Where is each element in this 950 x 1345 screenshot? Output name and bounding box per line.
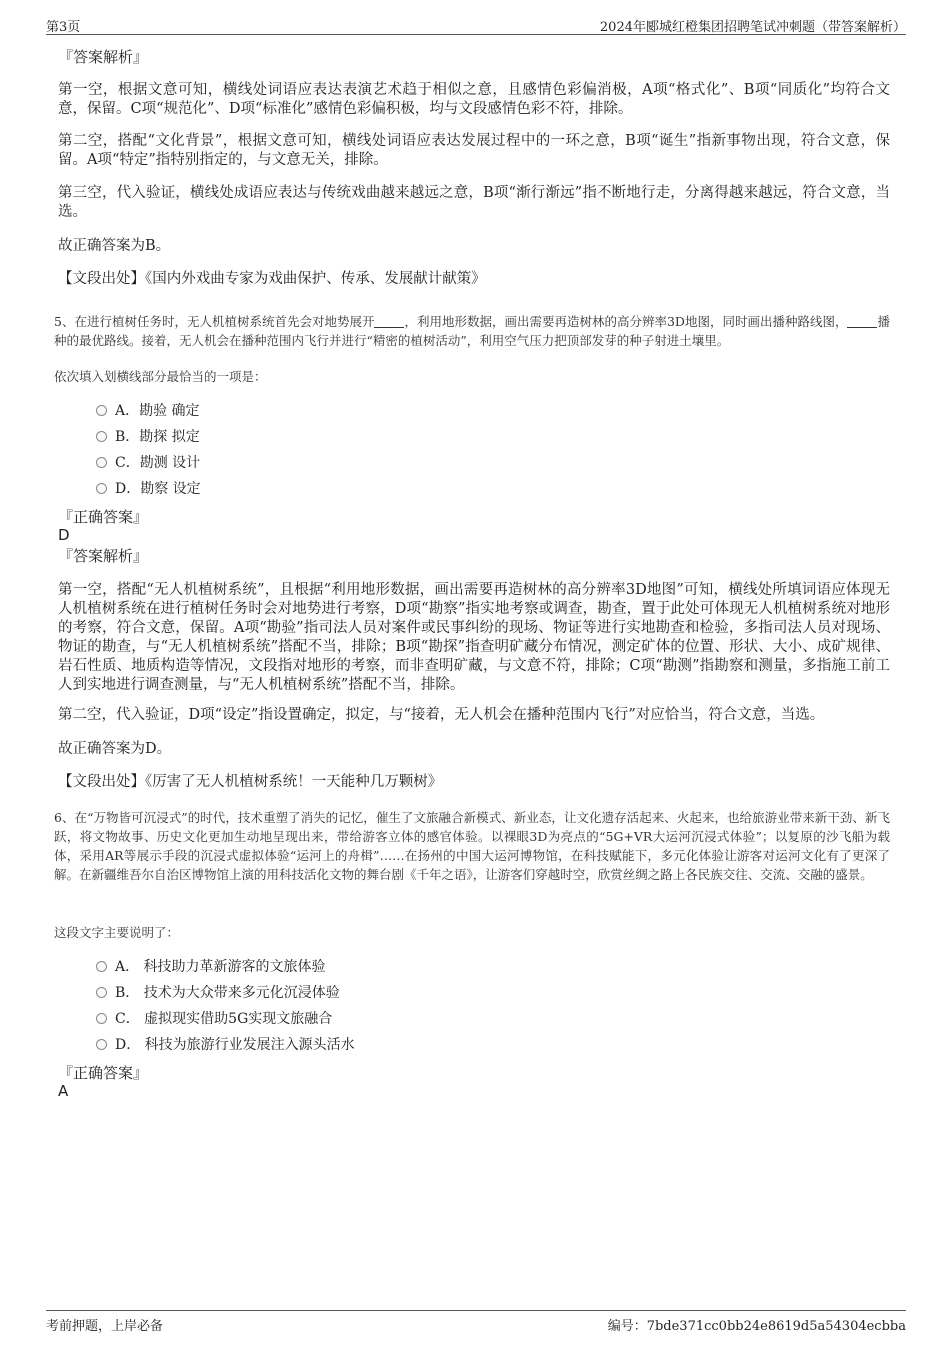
q5-blank-1: [374, 315, 404, 328]
radio-icon[interactable]: [96, 457, 107, 468]
q5-blank-2: [847, 315, 877, 328]
radio-icon[interactable]: [96, 405, 107, 416]
q5-option-c[interactable]: C．勘测 设计: [96, 454, 200, 472]
q6-stem: 6、在“万物皆可沉浸式”的时代，技术重塑了消失的记忆，催生了文旅融合新模式、新业态，让文化遗存活起来、火起来，也给旅游业带来新干劲、新飞跃，将文物故事、历史文化更加生动地呈现出来，带给游客立体的感官体验。以裸眼3D为亮点的“5G+VR大运河沉浸式体验”；以复原的沙飞船为载体，采用AR等展示手段的沉浸式虚拟体验“运河上的舟楫”……在扬州的中国大运河博物馆，在科技赋能下，多元化体验让游客对运河文化有了更深了解。在新疆维吾尔自治区博物馆上演的用科技活化文物的舞台剧《千年之语》，让游客们穿越时空，欣赏丝绸之路上各民族交往、交流、交融的盛景。: [54, 810, 890, 882]
q6-prompt: 这段文字主要说明了：: [54, 925, 180, 940]
document-title: 2024年郾城红橙集团招聘笔试冲刺题（带答案解析）: [599, 20, 906, 35]
q5-source: 【文段出处】《厉害了无人机植树系统！一天能种几万颗树》: [58, 774, 443, 790]
q4-analysis-p2: 第二空，搭配“文化背景”，根据文意可知，横线处词语应表达发展过程中的一环之意，B项“诞生”指新事物出现，符合文意，保留。A项“特定”指特别指定的，与文意无关，排除。: [58, 133, 890, 168]
page-footer: [46, 1310, 906, 1333]
q6-option-c[interactable]: C． 虚拟现实借助5G实现文旅融合: [96, 1010, 332, 1028]
q4-source: 【文段出处】《国内外戏曲专家为戏曲保护、传承、发展献计献策》: [58, 271, 486, 287]
radio-icon[interactable]: [96, 483, 107, 494]
q6-option-d[interactable]: D． 科技为旅游行业发展注入源头活水: [96, 1036, 355, 1054]
radio-icon[interactable]: [96, 1039, 107, 1050]
q5-conclusion: 故正确答案为D。: [58, 741, 172, 757]
q5-stem: 5、在进行植树任务时，无人机植树系统首先会对地势展开 ，利用地形数据，画出需要再造树林的高分辨率3D地图，同时画出播种路线图， 播种的最优路线。接着，无人机会在播种范围内飞行并进行“精密的植树活动”，利用空气压力把顶部发芽的种子射进土壤里。: [54, 314, 890, 348]
q4-analysis-p1: 第一空，根据文意可知，横线处词语应表达表演艺术趋于相似之意，且感情色彩偏消极，A项“格式化”、B项“同质化”均符合文意，保留。C项“规范化”、D项“标准化”感情色彩偏积极，均与文段感情色彩不符，排除。: [58, 82, 890, 117]
q5-prompt: 依次填入划横线部分最恰当的一项是：: [54, 369, 267, 384]
q5-answer-label: 『正确答案』: [58, 508, 149, 526]
q5-analysis-label: 『答案解析』: [58, 547, 149, 565]
footer-slogan: 考前押题，上岸必备: [46, 1319, 164, 1334]
q4-conclusion: 故正确答案为B。: [58, 238, 171, 254]
q5-analysis-p1: 第一空，搭配“无人机植树系统”，且根据“利用地形数据，画出需要再造树林的高分辨率3D地图”可知，横线处所填词语应体现无人机植树系统在进行植树任务时会对地势进行考察，D项“勘察”指实地考察或调查，勘查，置于此处可体现无人机植树系统对地形的考察，符合文意，保留。A项“勘验”指司法人员对案件或民事纠纷的现场、物证等进行实地勘查和检验，多指司法人员对现场、物证的勘查，与“无人机植树系统”搭配不当，排除；B项“勘探”指查明矿藏分布情况，测定矿体的位置、形状、大小、成矿规律、岩石性质、地质构造等情况，文段指对地形的考察，而非查明矿藏，与文意不符，排除；C项“勘测”指勘察和测量，多指施工前工人到实地进行调查测量，与“无人机植树系统”搭配不当，排除。: [58, 582, 890, 693]
radio-icon[interactable]: [96, 961, 107, 972]
q6-option-a[interactable]: A． 科技助力革新游客的文旅体验: [96, 958, 326, 976]
radio-icon[interactable]: [96, 987, 107, 998]
q5-option-a[interactable]: A．勘验 确定: [96, 402, 200, 420]
radio-icon[interactable]: [96, 1013, 107, 1024]
page-number: 第3页: [46, 20, 81, 35]
q5-answer: D: [58, 526, 70, 544]
q4-analysis-label: 『答案解析』: [58, 48, 149, 66]
q5-analysis-p2: 第二空，代入验证，D项“设定”指设置确定，拟定，与“接着，无人机会在播种范围内飞行”对应恰当，符合文意，当选。: [58, 707, 825, 723]
radio-icon[interactable]: [96, 431, 107, 442]
q6-answer: A: [58, 1082, 69, 1100]
q5-option-b[interactable]: B．勘探 拟定: [96, 428, 200, 446]
q6-answer-label: 『正确答案』: [58, 1064, 149, 1082]
document-serial: 编号：7bde371cc0bb24e8619d5a54304ecbba: [607, 1319, 906, 1334]
q6-option-b[interactable]: B． 技术为大众带来多元化沉浸体验: [96, 984, 340, 1002]
page-header: [46, 14, 906, 35]
q4-analysis-p3: 第三空，代入验证，横线处成语应表达与传统戏曲越来越远之意，B项“渐行渐远”指不断地行走，分离得越来越远，符合文意，当选。: [58, 185, 890, 220]
q5-option-d[interactable]: D．勘察 设定: [96, 480, 201, 498]
